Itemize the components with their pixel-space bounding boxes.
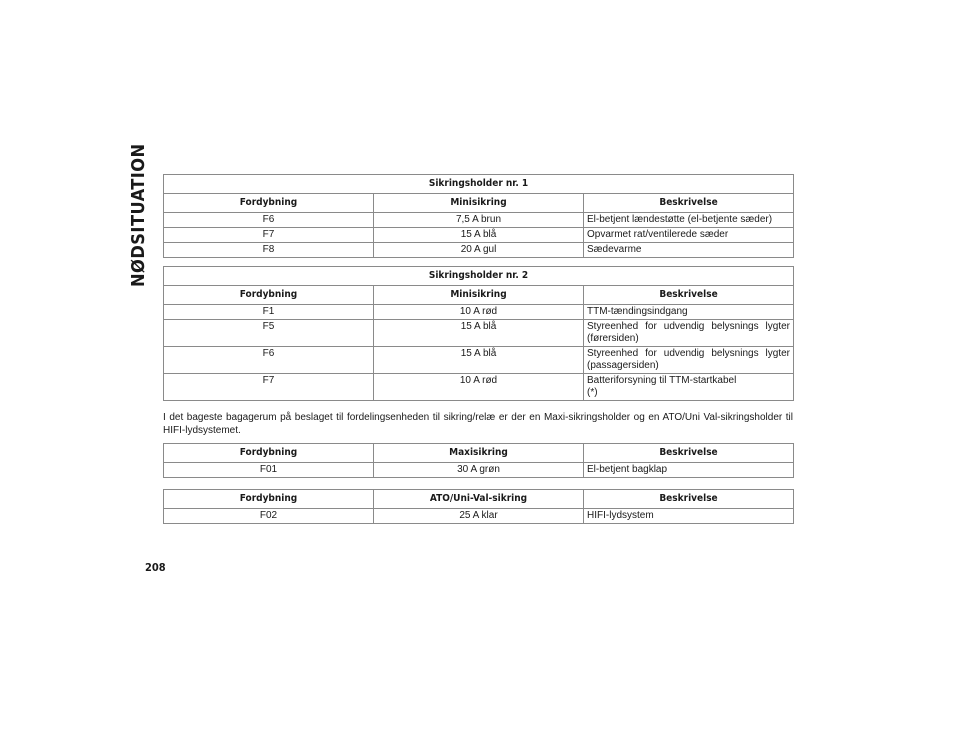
fuse-cell: 10 A rød [374, 305, 584, 320]
fuse-cell: 25 A klar [374, 509, 584, 524]
cavity-cell: F6 [164, 213, 374, 228]
column-header: Minisikring [374, 194, 584, 213]
page-number: 208 [145, 561, 166, 574]
fuse-cell: 15 A blå [374, 347, 584, 374]
fuse-cell: 30 A grøn [374, 463, 584, 478]
description-line: (passagersiden) [587, 360, 659, 371]
table-row [164, 509, 794, 524]
table-row [164, 463, 794, 478]
description-line: (førersiden) [587, 333, 639, 344]
table-title: Sikringsholder nr. 1 [164, 175, 794, 194]
column-header: Minisikring [374, 286, 584, 305]
cavity-cell: F6 [164, 347, 374, 374]
description-cell [584, 347, 794, 374]
description-line: Batteriforsyning til TTM-startkabel [587, 375, 737, 386]
column-header: ATO/Uni-Val-sikring [374, 490, 584, 509]
fuse-table-holder-2 [163, 266, 794, 401]
table-row [164, 320, 794, 347]
description-cell [584, 320, 794, 347]
description-line: Styreenhed for udvendig belysnings lygter [587, 348, 791, 359]
cavity-cell: F1 [164, 305, 374, 320]
description-line: (*) [587, 387, 598, 398]
description-cell: TTM-tændingsindgang [584, 305, 794, 320]
description-cell: El-betjent lændestøtte (el-betjente sæder) [584, 213, 794, 228]
description-line: Styreenhed for udvendig belysnings lygter [587, 321, 791, 332]
fuse-cell: 15 A blå [374, 320, 584, 347]
table-row [164, 243, 794, 258]
fuse-cell: 7,5 A brun [374, 213, 584, 228]
column-header: Beskrivelse [584, 444, 794, 463]
column-header: Maxisikring [374, 444, 584, 463]
table-row [164, 305, 794, 320]
column-header: Fordybning [164, 444, 374, 463]
table-title: Sikringsholder nr. 2 [164, 267, 794, 286]
fuse-table-ato [163, 489, 794, 524]
table-row [164, 228, 794, 243]
column-header: Beskrivelse [584, 286, 794, 305]
cavity-cell: F7 [164, 228, 374, 243]
column-header: Beskrivelse [584, 194, 794, 213]
cavity-cell: F5 [164, 320, 374, 347]
fuse-cell: 10 A rød [374, 374, 584, 401]
section-side-title: NØDSITUATION [128, 143, 149, 287]
description-cell [584, 374, 794, 401]
cavity-cell: F02 [164, 509, 374, 524]
column-header: Fordybning [164, 490, 374, 509]
fuse-table-holder-1 [163, 174, 794, 258]
table-row [164, 347, 794, 374]
cavity-cell: F01 [164, 463, 374, 478]
column-header: Beskrivelse [584, 490, 794, 509]
description-cell: Opvarmet rat/ventilerede sæder [584, 228, 794, 243]
description-cell: Sædevarme [584, 243, 794, 258]
column-header: Fordybning [164, 286, 374, 305]
description-cell: HIFI-lydsystem [584, 509, 794, 524]
fuse-cell: 20 A gul [374, 243, 584, 258]
table-row [164, 213, 794, 228]
fuse-table-maxi [163, 443, 794, 478]
column-header: Fordybning [164, 194, 374, 213]
table-row [164, 374, 794, 401]
fuse-cell: 15 A blå [374, 228, 584, 243]
cavity-cell: F7 [164, 374, 374, 401]
intro-paragraph: I det bageste bagagerum på beslaget til fordelingsenheden til sikring/relæ er der en Maxi-sikringsholder og en ATO/Uni Val-sikringsholder til HIFI-lydsystemet. [163, 412, 793, 436]
cavity-cell: F8 [164, 243, 374, 258]
description-cell: El-betjent bagklap [584, 463, 794, 478]
